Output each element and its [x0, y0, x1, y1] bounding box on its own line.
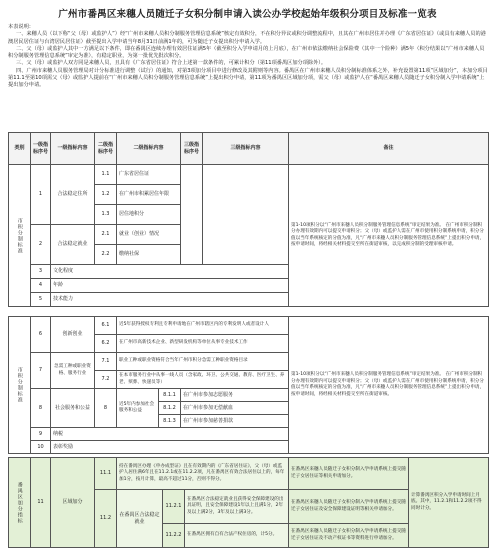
item-2-no: 2 — [31, 225, 51, 265]
item-1-no: 1 — [31, 165, 51, 225]
notes-heading: 本表说明： — [8, 24, 34, 30]
item-6-1-content: 近5年获得授权专利且专利申请地在广州市辖区内的专利发明人或者设计人 — [117, 317, 289, 335]
item-7-content: 急需工种或职业资格、服务行业 — [51, 353, 95, 389]
item-11-remark: 计算番禺区积分入学申请时间上月底。其中，11.2.1和11.2.2项不得同时计分。 — [409, 458, 489, 548]
item-3-content: 文化程度 — [51, 265, 289, 279]
item-8-1-1-no: 8.1.1 — [159, 389, 181, 402]
item-1-2-content: 在广州市积累居住年限 — [117, 185, 181, 205]
remark-city-part2: 第1-10项积分以“广州市来穗人员积分制服务管理信息系统”审定结果为准。 在广州市积分制积分办理有效期内可以提交申请积分；父（母）或监护人需在广州市使用积分制系统申请，积分分值以当年系统核定的分值为准，凡“广州市来穗人员积分制服务管理信息系统”上提出积分申请，按申请时间，将经相关材料提交至所在街道审核。 — [289, 317, 489, 454]
header-level2-content: 二级指标内容 — [117, 133, 181, 165]
item-11-1-content: 持在番禺区办理《申办成型证》且在有效期内的《广东省居住证》，父（母）或监护人居住满6年且在11.2.1或在11.2.2项，凡在番禺区有效合法居住以上的，每年加1分，按月计算，最高不超过11分，否则不得分。 — [117, 458, 289, 490]
item-1-3-no: 1.3 — [95, 205, 117, 225]
item-4-no: 4 — [31, 279, 51, 293]
item-11-2-content: 在番禺区合法稳定就业 — [117, 490, 163, 548]
item-7-2-no: 7.2 — [95, 371, 117, 389]
item-4-content: 年龄 — [51, 279, 289, 293]
item-8-1-2-no: 8.1.2 — [159, 402, 181, 415]
item-10-no: 10 — [31, 441, 51, 454]
notes-section — [8, 24, 488, 90]
item-2-1-content: 就业（创业）情况 — [117, 225, 181, 245]
item-9-content: 纳税 — [51, 428, 289, 441]
item-6-2-no: 6.2 — [95, 335, 117, 353]
item-11-2-1-remark: 在番禺区来穗人员随迁子女积分制入学申请系统上提交随迁子女居住证及安全保障建设证明等相关申请加分。 — [289, 490, 409, 524]
item-11-2-2-remark: 在番禺区来穗人员随迁子女积分制入学申请系统上提交随迁子女居住证及不动产权证书等资料进行申请加分。 — [289, 524, 409, 548]
item-8-1-3-no: 8.1.3 — [159, 415, 181, 428]
item-8-no: 8 — [31, 389, 51, 428]
item-8-1-content: 近5年内参加社会服务和公益 — [117, 389, 159, 428]
item-8-content: 社会服务和公益 — [51, 389, 95, 428]
item-10-content: 表彰奖励 — [51, 441, 289, 454]
header-level3-no: 三级指标序号 — [181, 133, 203, 165]
item-7-no: 7 — [31, 353, 51, 389]
item-1-2-no: 1.2 — [95, 185, 117, 205]
score-table-part2 — [8, 316, 489, 454]
header-level2-no: 二级指标序号 — [95, 133, 117, 165]
document-title: 广州市番禺区来穗人员随迁子女积分制申请入读公办学校起始年级积分项目及标准一览表 — [58, 9, 437, 20]
category-city-standard: 市积分制标准 — [9, 165, 31, 307]
header-category: 类别 — [9, 133, 31, 165]
item-7-1-no: 7.1 — [95, 353, 117, 371]
item-11-2-2-no: 11.2.2 — [163, 524, 185, 548]
note-3: 三、父（母）或监护人双方同是来穗人员，且具有《广东省居住证》符合上述第一款条件的，可累计积分（第11项番禺区加分项除外）。 — [16, 60, 327, 67]
category-city-standard-2: 市积分制标准 — [9, 317, 31, 454]
item-6-content: 创新创业 — [51, 317, 95, 353]
item-5-no: 5 — [31, 293, 51, 307]
item-2-1-no: 2.1 — [95, 225, 117, 245]
header-level1-content: 一级指标内容 — [51, 133, 95, 165]
item-1-3-content: 居住地积分 — [117, 205, 181, 225]
header-remark: 备注 — [289, 133, 489, 165]
item-8-1-no: 8 — [95, 389, 117, 428]
score-table-part1 — [8, 132, 489, 307]
item-11-content: 区域加分 — [51, 458, 95, 548]
item-3-no: 3 — [31, 265, 51, 279]
item-1-1-no: 1.1 — [95, 165, 117, 185]
category-panyu-bonus: 番禺区加分指标 — [9, 458, 31, 548]
header-level3-content: 三级指标内容 — [203, 133, 289, 165]
score-table-panyu — [8, 457, 489, 548]
item-11-2-1-content: 在番禺区合法稳定就业且获得安全保障建设的出具证明，且安全保障建设1年以上且满1分，2年及以上满2分，3年及以上满3分。 — [185, 490, 289, 524]
item-1-content: 合法稳定住所 — [51, 165, 95, 225]
item-6-no: 6 — [31, 317, 51, 353]
item-6-2-content: 在广州市高新技术企业、新型研发机构等单位从事专业技术工作 — [117, 335, 289, 353]
item-11-1-no: 11.1 — [95, 458, 117, 490]
item-8-1-2-content: 在广州市参加无偿献血 — [181, 402, 289, 415]
note-1: 一、来穗人员（以下称“父（母）或监护人”）经“广州市来穗人员积分制服务管理信息系统”核定有效积分，不在积分异议或积分调整流程中，且其在广州市居住并办理《广东省居住证》（或具有来穗人员的港澳居民居住证与台湾居民居住证）截至提出入学申请当年8月31日前满1年的，可为随迁子女提出积分申请入学。 — [8, 31, 486, 45]
item-2-2-no: 2.2 — [95, 245, 117, 265]
item-11-2-1-no: 11.2.1 — [163, 490, 185, 524]
note-4: 四、广州市来穗人员服务管理局对计分标准进行调整（试行）的通知，对第3项加分项目中进行修改及其附则等内容。番禺区在广州市来穗人员积分制标准体系之外，补充设置第11项“区域加分”，本加分项目第11.1至第10项需父（母）或监护人提前在“广州市来穗人员积分制服务管理信息系统”上提出积分申请，第11项为番禺区区域加分项，需父（母）或监护人在“番禺区来穗人员随迁子女积分制入学申请系统”上提出加分申请。 — [8, 67, 488, 89]
remark-city-part1: 第1-10项积分以“广州市来穗人员积分制服务管理信息系统”审定结果为准。 在广州市积分制积分办理有效期内可以提交申请积分；父（母）或监护人需在广州市使用积分制系统申请，积分分值以当年系统核定的分值为准，凡“广州市来穗人员积分制服务管理信息系统”上提出积分申请，按申请时间，将经相关材料提交至所在街道审核，以完成积分制的受理审核申请。 — [289, 165, 489, 307]
note-2: 二、父（母）或监护人其中一方满足以下条件，即在番禺区连续办理有效居住证满5年（截至积分入学申请月的上月底），在广州市依法缴纳社会保险费（其中一个险种）满5年（积分结果以“广州市来穗人员积分制服务管理信息系统”审定为准），有稳定职业，为第一批优先批次积分。 — [8, 45, 485, 60]
item-1-1-content: 广东省居住证 — [117, 165, 181, 185]
item-9-no: 9 — [31, 428, 51, 441]
header-level1-no: 一级指标序号 — [31, 133, 51, 165]
item-5-content: 技术能力 — [51, 293, 289, 307]
item-7-1-content: 职业工种或职业资格符合当年广州市积分急需工种职业资格目录 — [117, 353, 289, 371]
item-2-content: 合法稳定就业 — [51, 225, 95, 265]
item-6-1-no: 6.1 — [95, 317, 117, 335]
item-11-2-2-content: 在番禺区拥有自有合法产权住房的，计5分。 — [185, 524, 289, 548]
item-2-2-content: 缴纳社保 — [117, 245, 181, 265]
item-8-1-1-content: 在广州市参加志愿服务 — [181, 389, 289, 402]
item-8-1-3-content: 在广州市参加慈善捐款 — [181, 415, 289, 428]
item-7-2-content: 在本市服务行业中从事一线人员（含家政、环卫、公共交通、教育、医疗卫生、养老、殡葬、快递员等） — [117, 371, 289, 389]
item-11-1-remark: 在番禺区来穗人员随迁子女积分制入学申请系统上提交随迁子女居住证等相关申请加分。 — [289, 458, 409, 490]
item-11-2-no: 11.2 — [95, 490, 117, 548]
item-11-no: 11 — [31, 458, 51, 548]
